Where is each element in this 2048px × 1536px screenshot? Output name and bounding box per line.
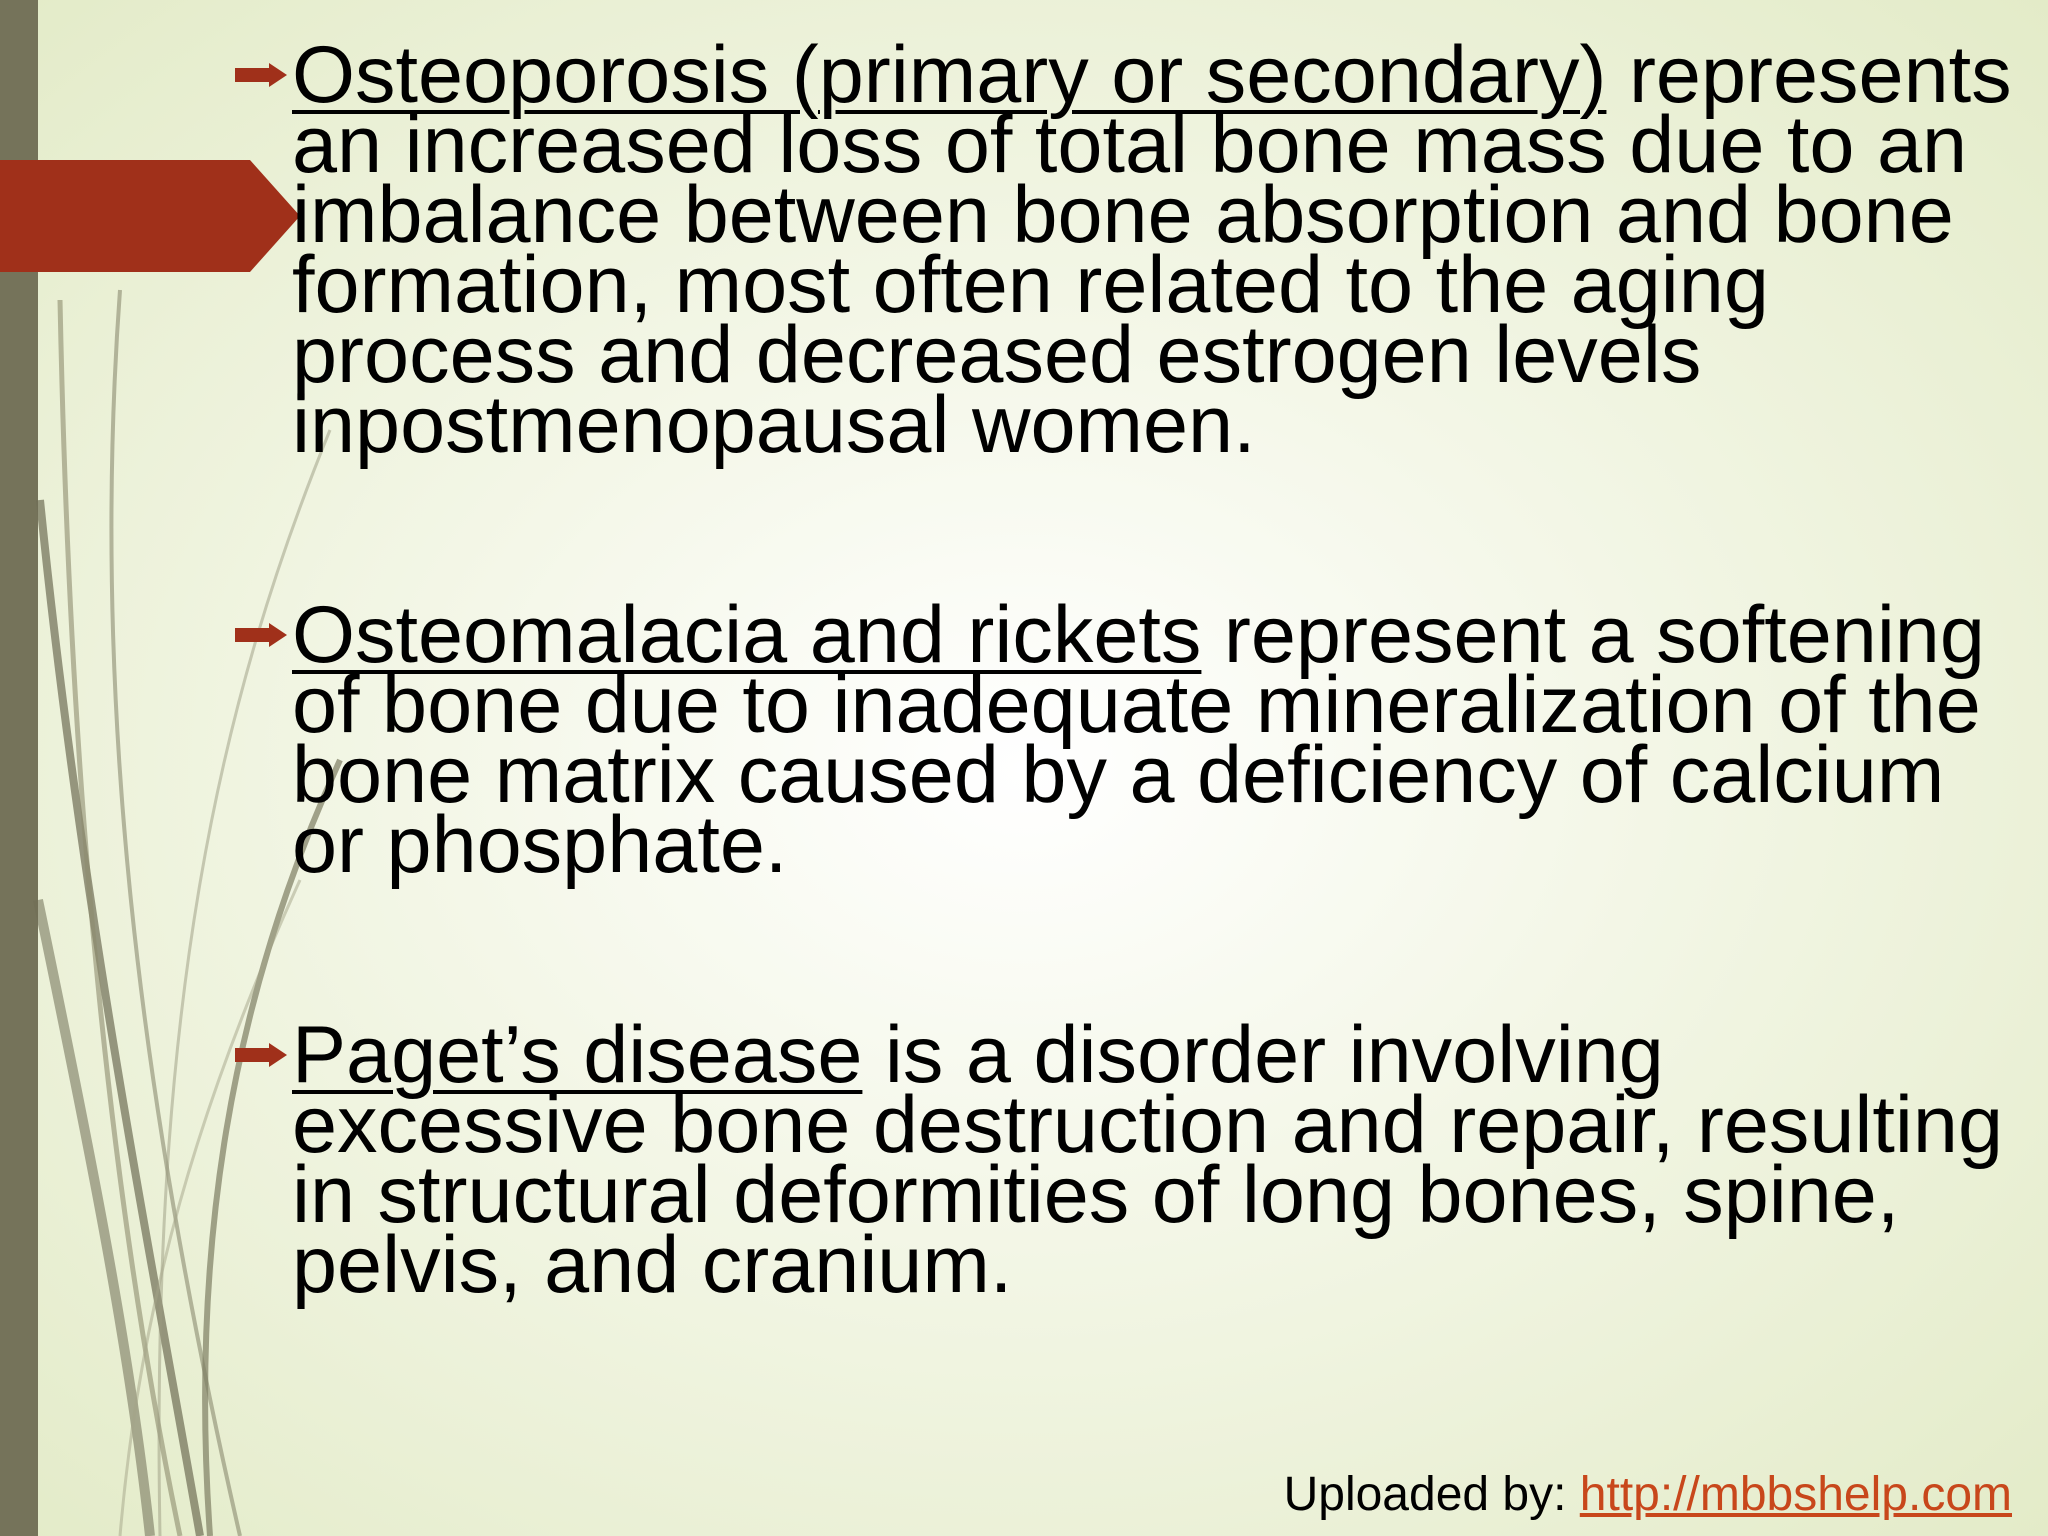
term-osteomalacia: Osteomalacia and rickets — [292, 590, 1202, 680]
definition-pagets: is a disorder involving excessive bone destruction and repair, resulting in structural deformities of long bones, spine, pelvis, and cranium. — [292, 1010, 2004, 1310]
right-arrow-icon — [235, 623, 287, 647]
footer-link[interactable]: http://mbbshelp.com — [1579, 1468, 2012, 1521]
bullet-osteoporosis — [230, 30, 2020, 470]
footer-label: Uploaded by: — [1283, 1468, 1580, 1521]
definition-osteoporosis: represents an increased loss of total bone mass due to an imbalance between bone absorption and bone formation, most often related to the aging process and decreased estrogen levels inpostmenopausal women. — [292, 30, 2012, 470]
bullet-osteomalacia — [230, 590, 2020, 890]
uploaded-by-footer — [1284, 1467, 2012, 1522]
bullet-pagets — [230, 1010, 2020, 1310]
right-arrow-icon — [235, 63, 287, 87]
term-pagets: Paget’s disease — [292, 1010, 863, 1100]
definition-osteomalacia: represent a softening of bone due to inadequate mineralization of the bone matrix caused by a deficiency of calcium or phosphate. — [292, 590, 1985, 890]
term-osteoporosis: Osteoporosis (primary or secondary) — [292, 30, 1607, 120]
slide-content — [230, 30, 2020, 1310]
right-arrow-icon — [235, 1043, 287, 1067]
